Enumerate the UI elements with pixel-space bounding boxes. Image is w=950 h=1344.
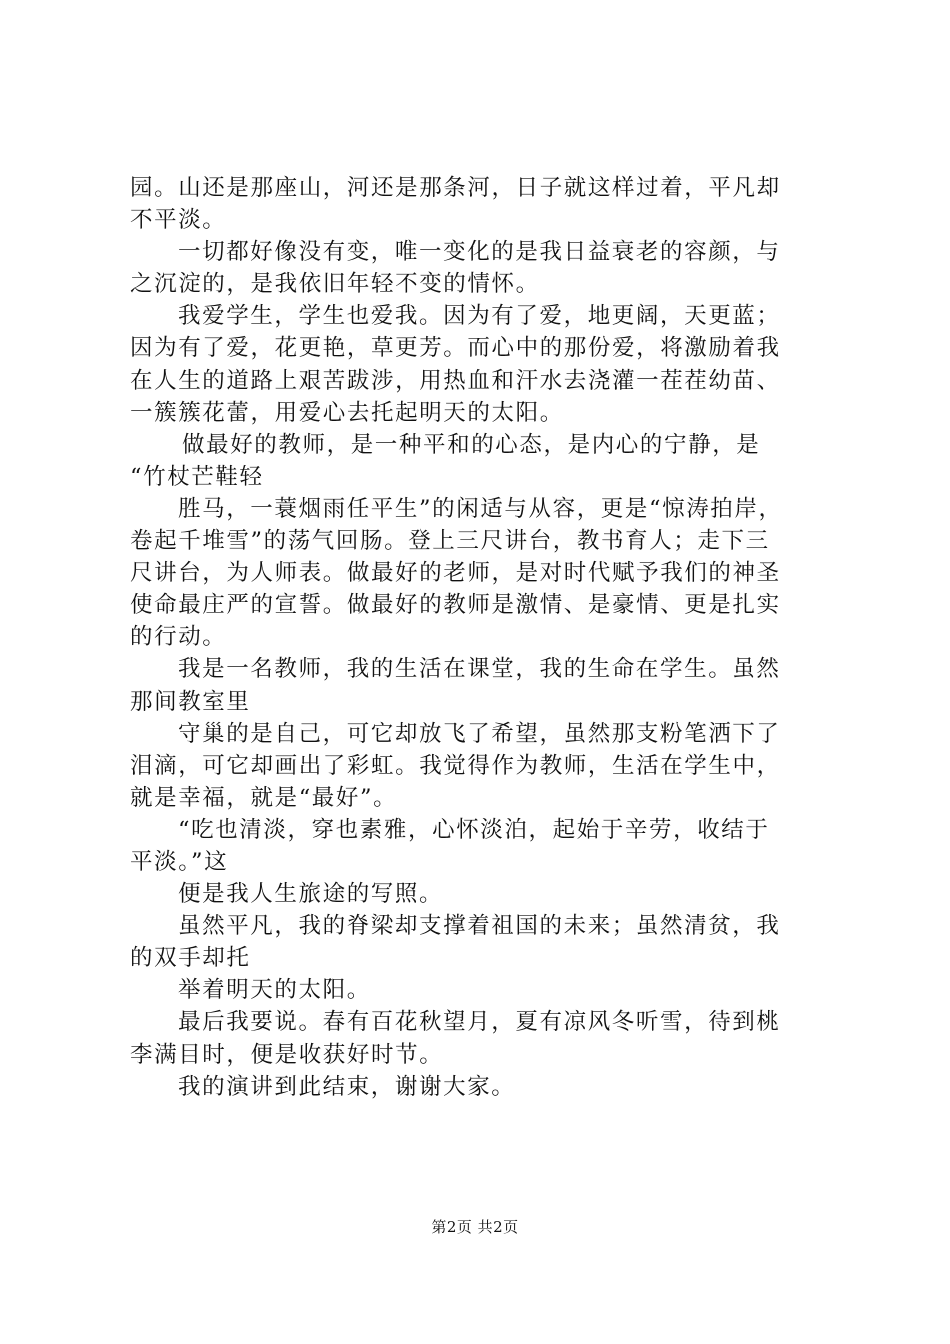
text-line: 胜马，一蓑烟雨任平生”的闲适与从容，更是“惊涛拍岸， [178,495,783,522]
text-line: 的双手却托 [130,945,251,972]
page-number-footer: 第2页 共2页 [431,1218,519,1236]
text-line: 一切都好像没有变，唯一变化的是我日益衰老的容颜，与 [178,239,781,266]
text-line: 守巢的是自己，可它却放飞了希望，虽然那支粉笔洒下了 [178,720,781,747]
text-line: 泪滴，可它却画出了彩虹。我觉得作为教师，生活在学生中， [130,752,781,779]
text-line: 使命最庄严的宣誓。做最好的教师是激情、是豪情、更是扎实 [130,592,781,619]
text-line: 李满目时，便是收获好时节。 [130,1041,444,1068]
text-line: 举着明天的太阳。 [178,977,371,1004]
text-line: 园。山还是那座山，河还是那条河，日子就这样过着，平凡却 [130,175,781,201]
text-line: 我是一名教师，我的生活在课堂，我的生命在学生。虽然 [178,656,781,683]
body-text [130,172,835,1103]
text-line: 那间教室里 [130,688,251,715]
text-line: 虽然平凡，我的脊梁却支撑着祖国的未来；虽然清贫，我 [178,913,781,940]
text-line: 卷起千堆雪”的荡气回肠。登上三尺讲台，教书育人；走下三 [130,528,770,555]
text-line: 在人生的道路上艰苦跋涉，用热血和汗水去浇灌一茬茬幼苗、 [130,367,781,394]
text-line: 就是幸福，就是“最好”。 [130,784,398,811]
text-line: 便是我人生旅途的写照。 [178,881,444,908]
text-line: 因为有了爱，花更艳，草更芳。而心中的那份爱，将激励着我 [130,335,781,362]
text-line: 尺讲台，为人师表。做最好的老师，是对时代赋予我们的神圣 [130,560,781,587]
text-line: 一簇簇花蕾，用爱心去托起明天的太阳。 [130,399,564,426]
text-line: “吃也清淡，穿也素雅，心怀淡泊，起始于辛劳，收结于 [178,816,770,843]
text-line: 我爱学生，学生也爱我。因为有了爱，地更阔，天更蓝； [178,303,781,330]
text-line: 的行动。 [130,624,227,651]
text-line: “竹杖芒鞋轻 [130,463,264,490]
text-line: 平淡。”这 [130,848,229,875]
text-line: 最后我要说。春有百花秋望月，夏有凉风冬听雪，待到桃 [178,1009,781,1036]
text-line: 之沉淀的，是我依旧年轻不变的情怀。 [130,271,540,298]
text-line: 做最好的教师，是一种平和的心态，是内心的宁静，是 [182,431,761,458]
text-line: 我的演讲到此结束，谢谢大家。 [178,1073,516,1100]
text-line: 不平淡。 [130,207,227,234]
